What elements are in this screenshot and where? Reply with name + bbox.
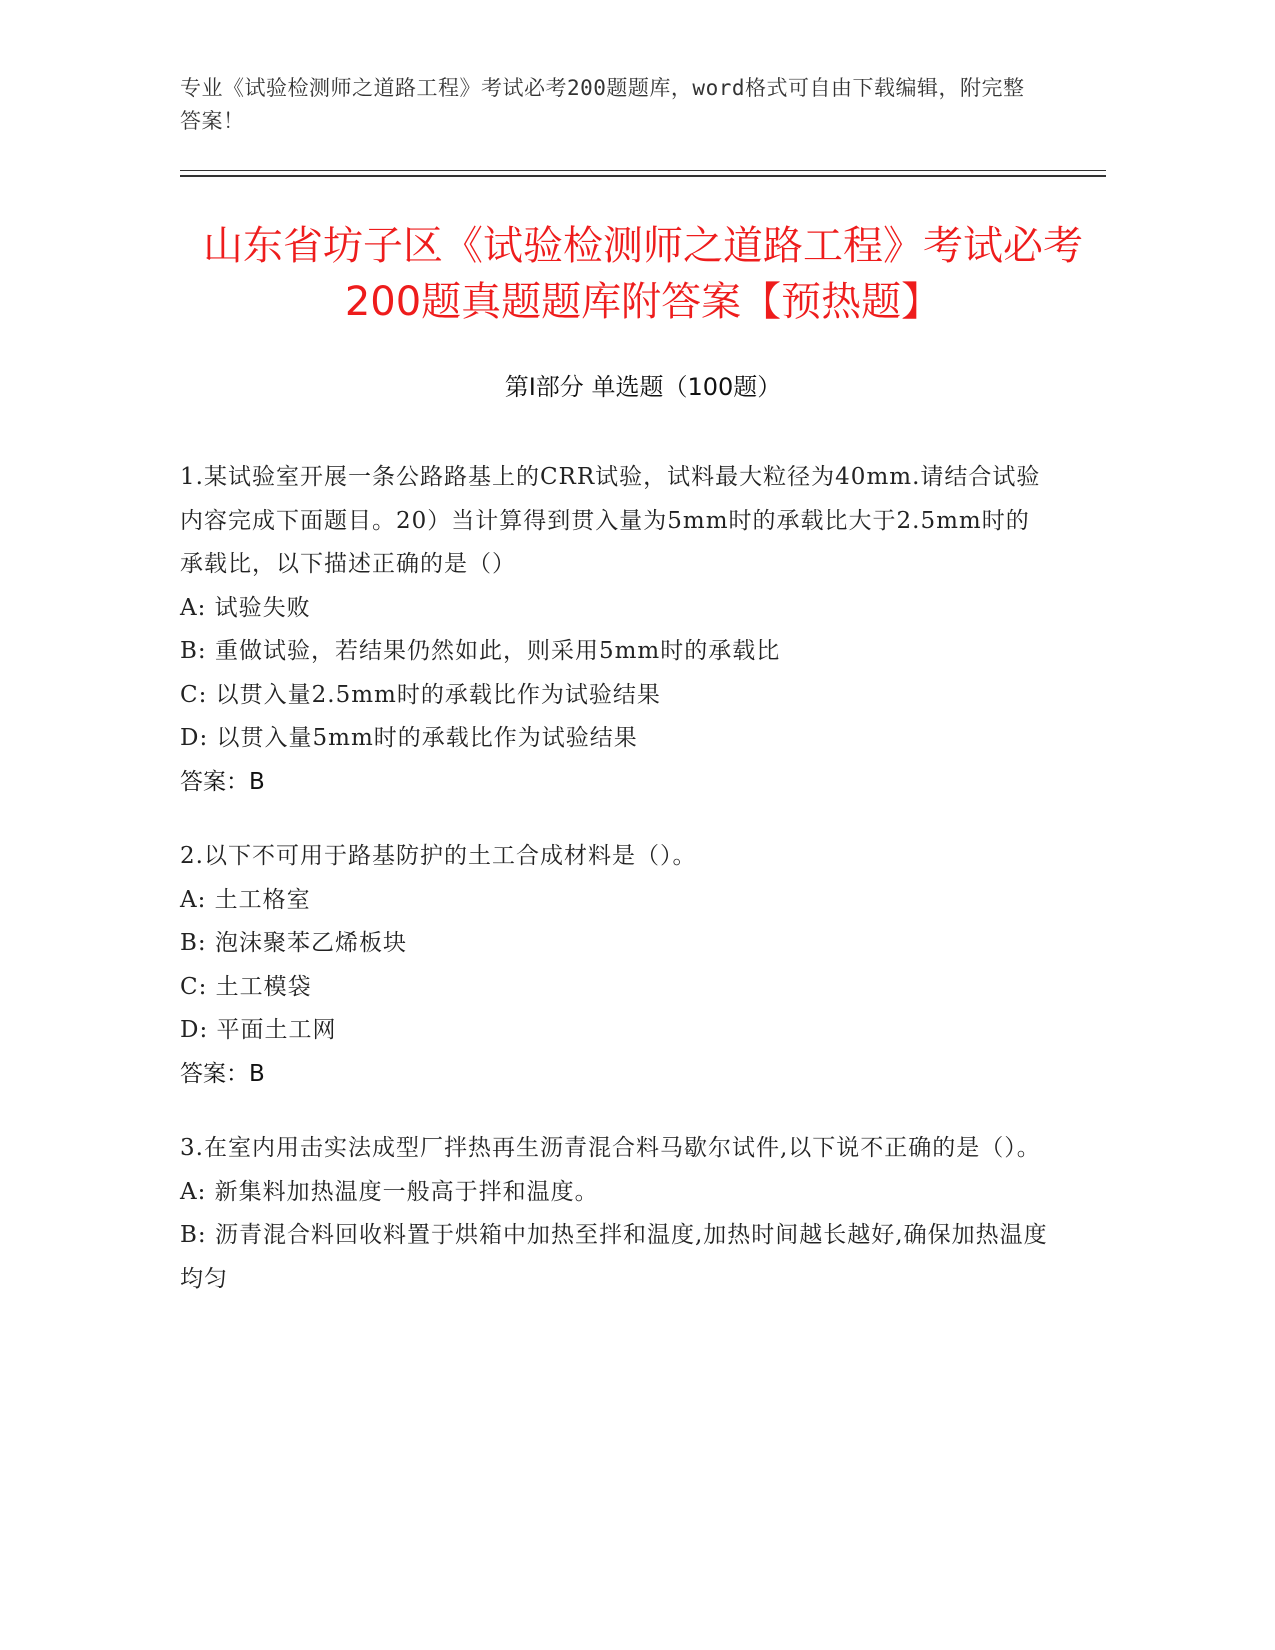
header-divider-thin [180,170,1106,171]
header-divider-thick [180,175,1106,177]
section-heading: 第I部分 单选题（100题） [504,373,782,401]
answer-line: 答案：B [180,1060,265,1087]
option-d: D: 以贯入量5mm时的承载比作为试验结果 [180,725,638,751]
document-title: 山东省坊子区《试验检测师之道路工程》考试必考200题真题题库附答案【预热题】 [203,223,1083,325]
answer-line: 答案：B [180,768,265,795]
option-a: A: 试验失败 [180,594,311,621]
option-d: D: 平面土工网 [180,1017,337,1043]
question-1 [180,456,1050,804]
question-stem: 2.以下不可用于路基防护的土工合成材料是（）。 [180,843,697,869]
option-a: A: 新集料加热温度一般高于拌和温度。 [180,1178,599,1205]
header-note: 专业《试验检测师之道路工程》考试必考200题题库，word格式可自由下载编辑，附完整答案！ [180,76,1025,133]
option-a: A: 土工格室 [180,886,311,913]
question-2 [180,835,1050,1096]
question-stem: 1.某试验室开展一条公路路基上的CRR试验，试料最大粒径为40mm.请结合试验内容完成下面题目。20）当计算得到贯入量为5mm时的承载比大于2.5mm时的承载比，以下描述正确的是（） [180,464,1041,577]
question-list [180,456,1050,1332]
option-b: B: 泡沫聚苯乙烯板块 [180,930,407,956]
option-b: B: 沥青混合料回收料置于烘箱中加热至拌和温度,加热时间越长越好,确保加热温度均匀 [180,1222,1048,1292]
question-3 [180,1127,1050,1301]
option-b: B: 重做试验，若结果仍然如此，则采用5mm时的承载比 [180,638,781,664]
option-c: C: 以贯入量2.5mm时的承载比作为试验结果 [180,681,661,708]
option-c: C: 土工模袋 [180,973,312,1000]
question-stem: 3.在室内用击实法成型厂拌热再生沥青混合料马歇尔试件,以下说不正确的是（）。 [180,1135,1041,1161]
